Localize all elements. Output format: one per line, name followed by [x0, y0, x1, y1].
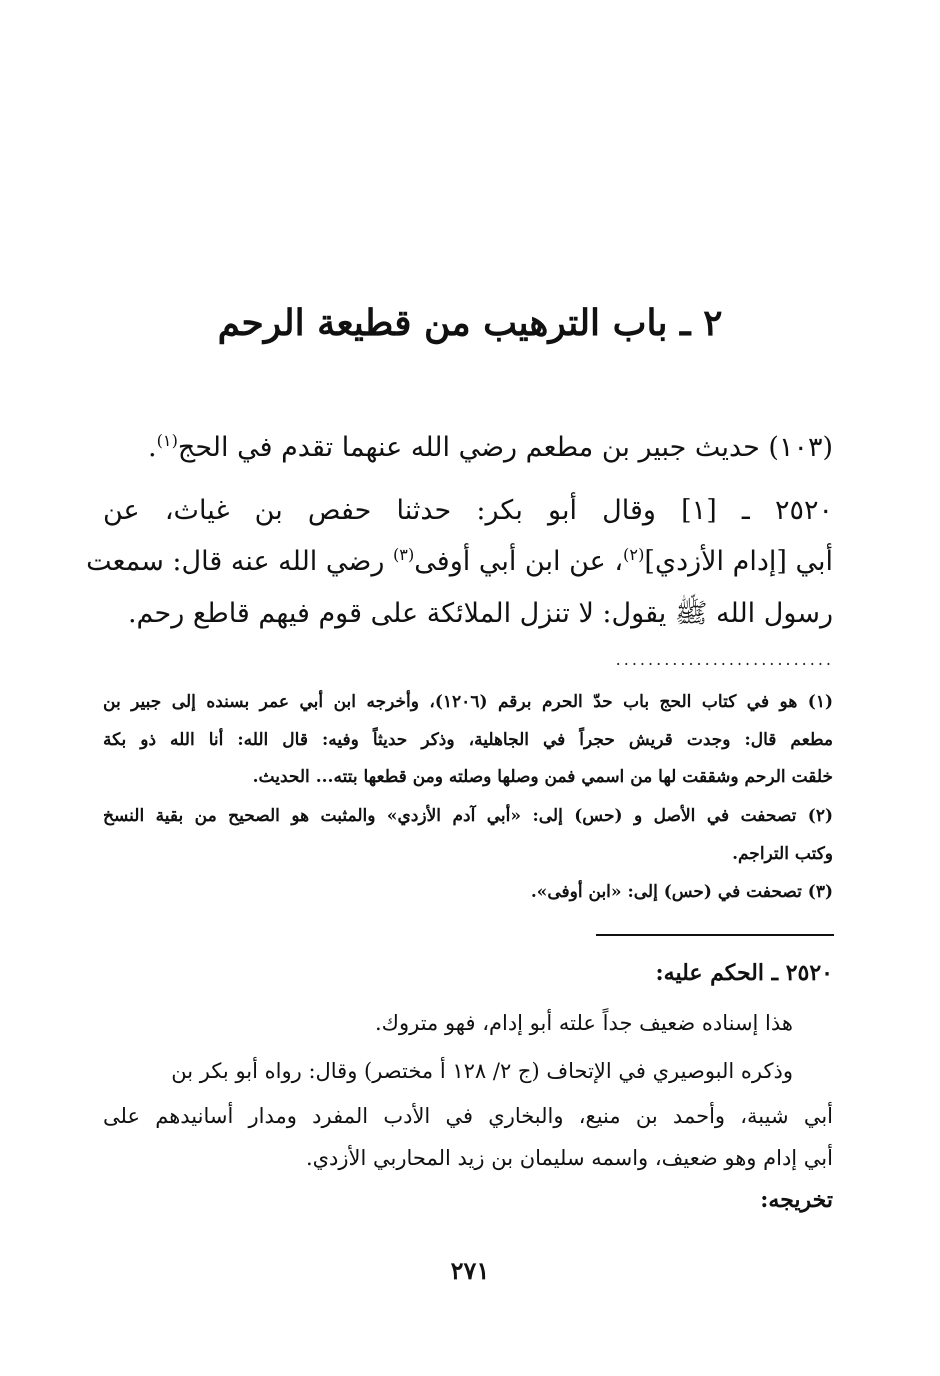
hadith-line-3b: ، عن ابن أبي أوفى — [414, 546, 624, 577]
ruling-line-2: وذكره البوصيري في الإتحاف (ج ٢/ ١٢٨ أ مختصر) وقال: رواه أبو بكر بن — [171, 1059, 793, 1083]
footnote-1-line-3: خلقت الرحم وشققت لها من اسمي فمن وصلها وصلته ومن قطعها بتته... الحديث. — [252, 767, 833, 787]
footnote-2-line-1: (٢) تصحفت في الأصل و (حس) إلى: «أبي آدم الأزدي» والمثبت هو الصحيح من بقية النسخ — [103, 806, 833, 826]
footnote-ref-1: (١) — [156, 431, 178, 450]
ruling-heading: ٢٥٢٠ ـ الحكم عليه: — [655, 960, 833, 986]
hadith-line-3c: رضي الله عنه قال: سمعت — [86, 546, 393, 577]
hadith-ref-text: (١٠٣) حديث جبير بن مطعم رضي الله عنهما تقدم في الحج — [177, 432, 833, 463]
hadith-line-2: ٢٥٢٠ ـ [١] وقال أبو بكر: حدثنا حفص بن غياث، عن — [103, 495, 834, 526]
hadith-line-3 — [86, 545, 833, 578]
footnote-2-line-2: وكتب التراجم. — [732, 844, 833, 864]
footnote-1-line-2: مطعم قال: وجدت قريش حجراً في الجاهلية، وذكر حديثاً وفيه: قال الله: أنا الله ذو بكة — [103, 730, 833, 750]
ruling-line-3: أبي شيبة، وأحمد بن منيع، والبخاري في الأدب المفرد ومدار أسانيدهم على — [103, 1104, 833, 1128]
footnote-3-line-1: (٣) تصحفت في (حس) إلى: «ابن أوفى». — [530, 882, 833, 902]
footnote-ref-2: (٢) — [623, 545, 645, 564]
hadith-ref-line — [103, 432, 833, 464]
hadith-line-4: رسول الله ﷺ يقول: لا تنزل الملائكة على قوم فيهم قاطع رحم. — [127, 598, 833, 629]
footnote-1-line-1: (١) هو في كتاب الحج باب حدّ الحرم برقم (١٢٠٦)، وأخرجه ابن أبي عمر بسنده إلى جبير بن — [103, 692, 833, 712]
hadith-ref-end: . — [147, 432, 157, 463]
section-divider — [596, 934, 834, 936]
footnote-separator: ........................... — [615, 652, 834, 668]
ruling-line-1: هذا إسناده ضعيف جداً علته أبو إدام، فهو متروك. — [374, 1011, 793, 1035]
takhrij-heading: تخريجه: — [760, 1187, 833, 1213]
hadith-line-3a: أبي [إدام الأزدي] — [644, 546, 833, 577]
chapter-title: ٢ ـ باب الترهيب من قطيعة الرحم — [217, 302, 723, 344]
ruling-line-4: أبي إدام وهو ضعيف، واسمه سليمان بن زيد المحاربي الأزدي. — [305, 1146, 833, 1170]
footnote-ref-3: (٣) — [392, 545, 415, 564]
page-number: ٢٧١ — [450, 1256, 490, 1285]
